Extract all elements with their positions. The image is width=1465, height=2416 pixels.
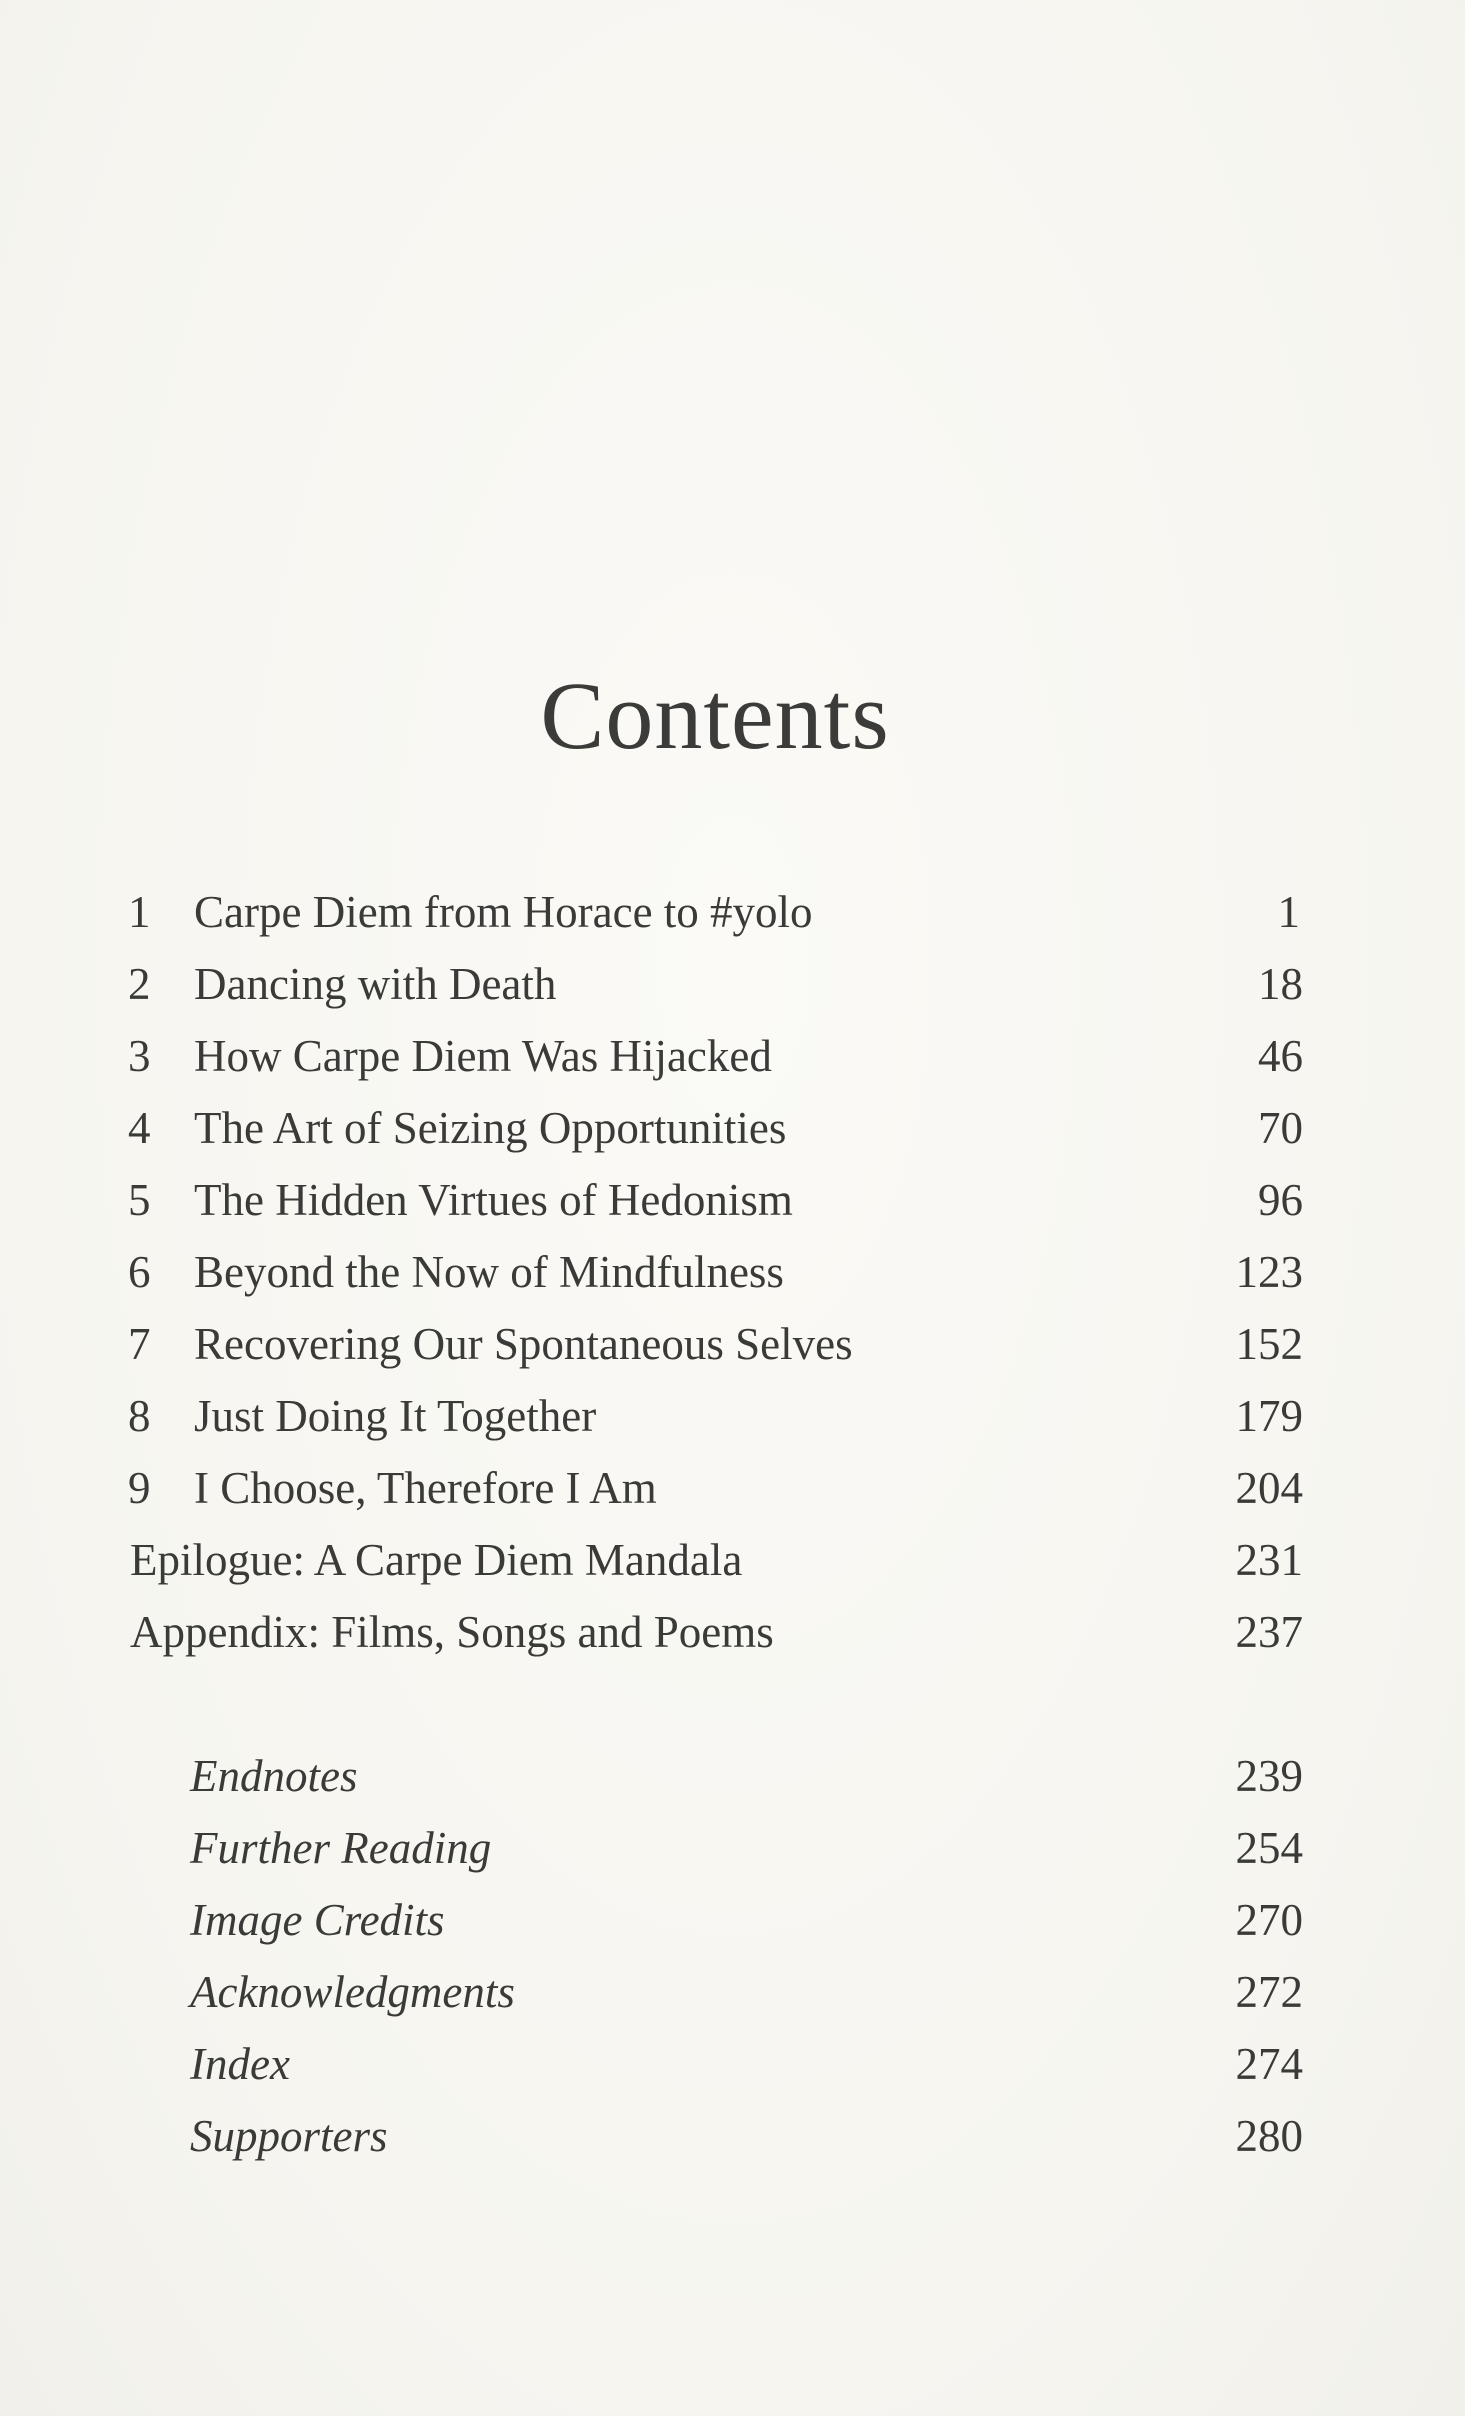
chapter-title: Carpe Diem from Horace to #yolo [194, 887, 813, 937]
chapter-number: 1 [128, 887, 151, 937]
toc-entry-chapter-8[interactable] [0, 1380, 1465, 1452]
entry-title: Endnotes [190, 1751, 358, 1801]
page-number: 237 [1235, 1607, 1303, 1657]
chapter-title: Recovering Our Spontaneous Selves [194, 1319, 853, 1369]
page-number: 152 [1235, 1319, 1303, 1369]
page-number: 254 [1235, 1823, 1303, 1873]
toc-entry-further-reading[interactable] [0, 1812, 1465, 1884]
page-number: 70 [1258, 1103, 1303, 1153]
toc-entry-chapter-7[interactable] [0, 1308, 1465, 1380]
page-number: 272 [1235, 1967, 1303, 2017]
page-number: 280 [1235, 2111, 1303, 2161]
page-number: 231 [1235, 1535, 1303, 1585]
page-number: 123 [1235, 1247, 1303, 1297]
entry-title: Image Credits [190, 1895, 445, 1945]
toc-entry-chapter-6[interactable] [0, 1236, 1465, 1308]
page-title: Contents [540, 662, 890, 769]
toc-entry-chapter-9[interactable] [0, 1452, 1465, 1524]
chapter-number: 2 [128, 959, 151, 1009]
toc-entry-acknowledgments[interactable] [0, 1956, 1465, 2028]
toc-entry-supporters[interactable] [0, 2100, 1465, 2172]
page-number: 1 [1277, 887, 1300, 937]
chapter-title: Just Doing It Together [194, 1391, 597, 1441]
chapter-number: 7 [128, 1319, 151, 1369]
chapter-title: The Hidden Virtues of Hedonism [194, 1175, 793, 1225]
entry-title: Index [190, 2039, 290, 2089]
chapter-title: I Choose, Therefore I Am [194, 1463, 657, 1513]
entry-title: Supporters [190, 2111, 388, 2161]
chapter-number: 5 [128, 1175, 151, 1225]
chapter-number: 8 [128, 1391, 151, 1441]
toc-entry-chapter-4[interactable] [0, 1092, 1465, 1164]
page-number: 239 [1235, 1751, 1303, 1801]
chapter-number: 6 [128, 1247, 151, 1297]
entry-title: Further Reading [190, 1823, 492, 1873]
toc-entry-chapter-3[interactable] [0, 1020, 1465, 1092]
page-number: 270 [1235, 1895, 1303, 1945]
entry-title: Appendix: Films, Songs and Poems [130, 1607, 774, 1657]
toc-entry-chapter-1[interactable] [0, 876, 1465, 948]
toc-entry-appendix[interactable] [0, 1596, 1465, 1668]
toc-entry-chapter-5[interactable] [0, 1164, 1465, 1236]
page-number: 274 [1235, 2039, 1303, 2089]
page-number: 204 [1235, 1463, 1303, 1513]
chapter-title: Beyond the Now of Mindfulness [194, 1247, 784, 1297]
page-number: 18 [1258, 959, 1303, 1009]
chapter-number: 3 [128, 1031, 151, 1081]
chapter-title: How Carpe Diem Was Hijacked [194, 1031, 772, 1081]
entry-title: Acknowledgments [190, 1967, 515, 2017]
toc-entry-chapter-2[interactable] [0, 948, 1465, 1020]
page-number: 46 [1258, 1031, 1303, 1081]
toc-entry-endnotes[interactable] [0, 1740, 1465, 1812]
page-number: 96 [1258, 1175, 1303, 1225]
page-number: 179 [1235, 1391, 1303, 1441]
chapter-title: The Art of Seizing Opportunities [194, 1103, 787, 1153]
entry-title: Epilogue: A Carpe Diem Mandala [130, 1535, 743, 1585]
chapter-number: 9 [128, 1463, 151, 1513]
chapter-title: Dancing with Death [194, 959, 557, 1009]
chapter-number: 4 [128, 1103, 151, 1153]
toc-entry-image-credits[interactable] [0, 1884, 1465, 1956]
toc-entry-epilogue[interactable] [0, 1524, 1465, 1596]
toc-entry-index[interactable] [0, 2028, 1465, 2100]
